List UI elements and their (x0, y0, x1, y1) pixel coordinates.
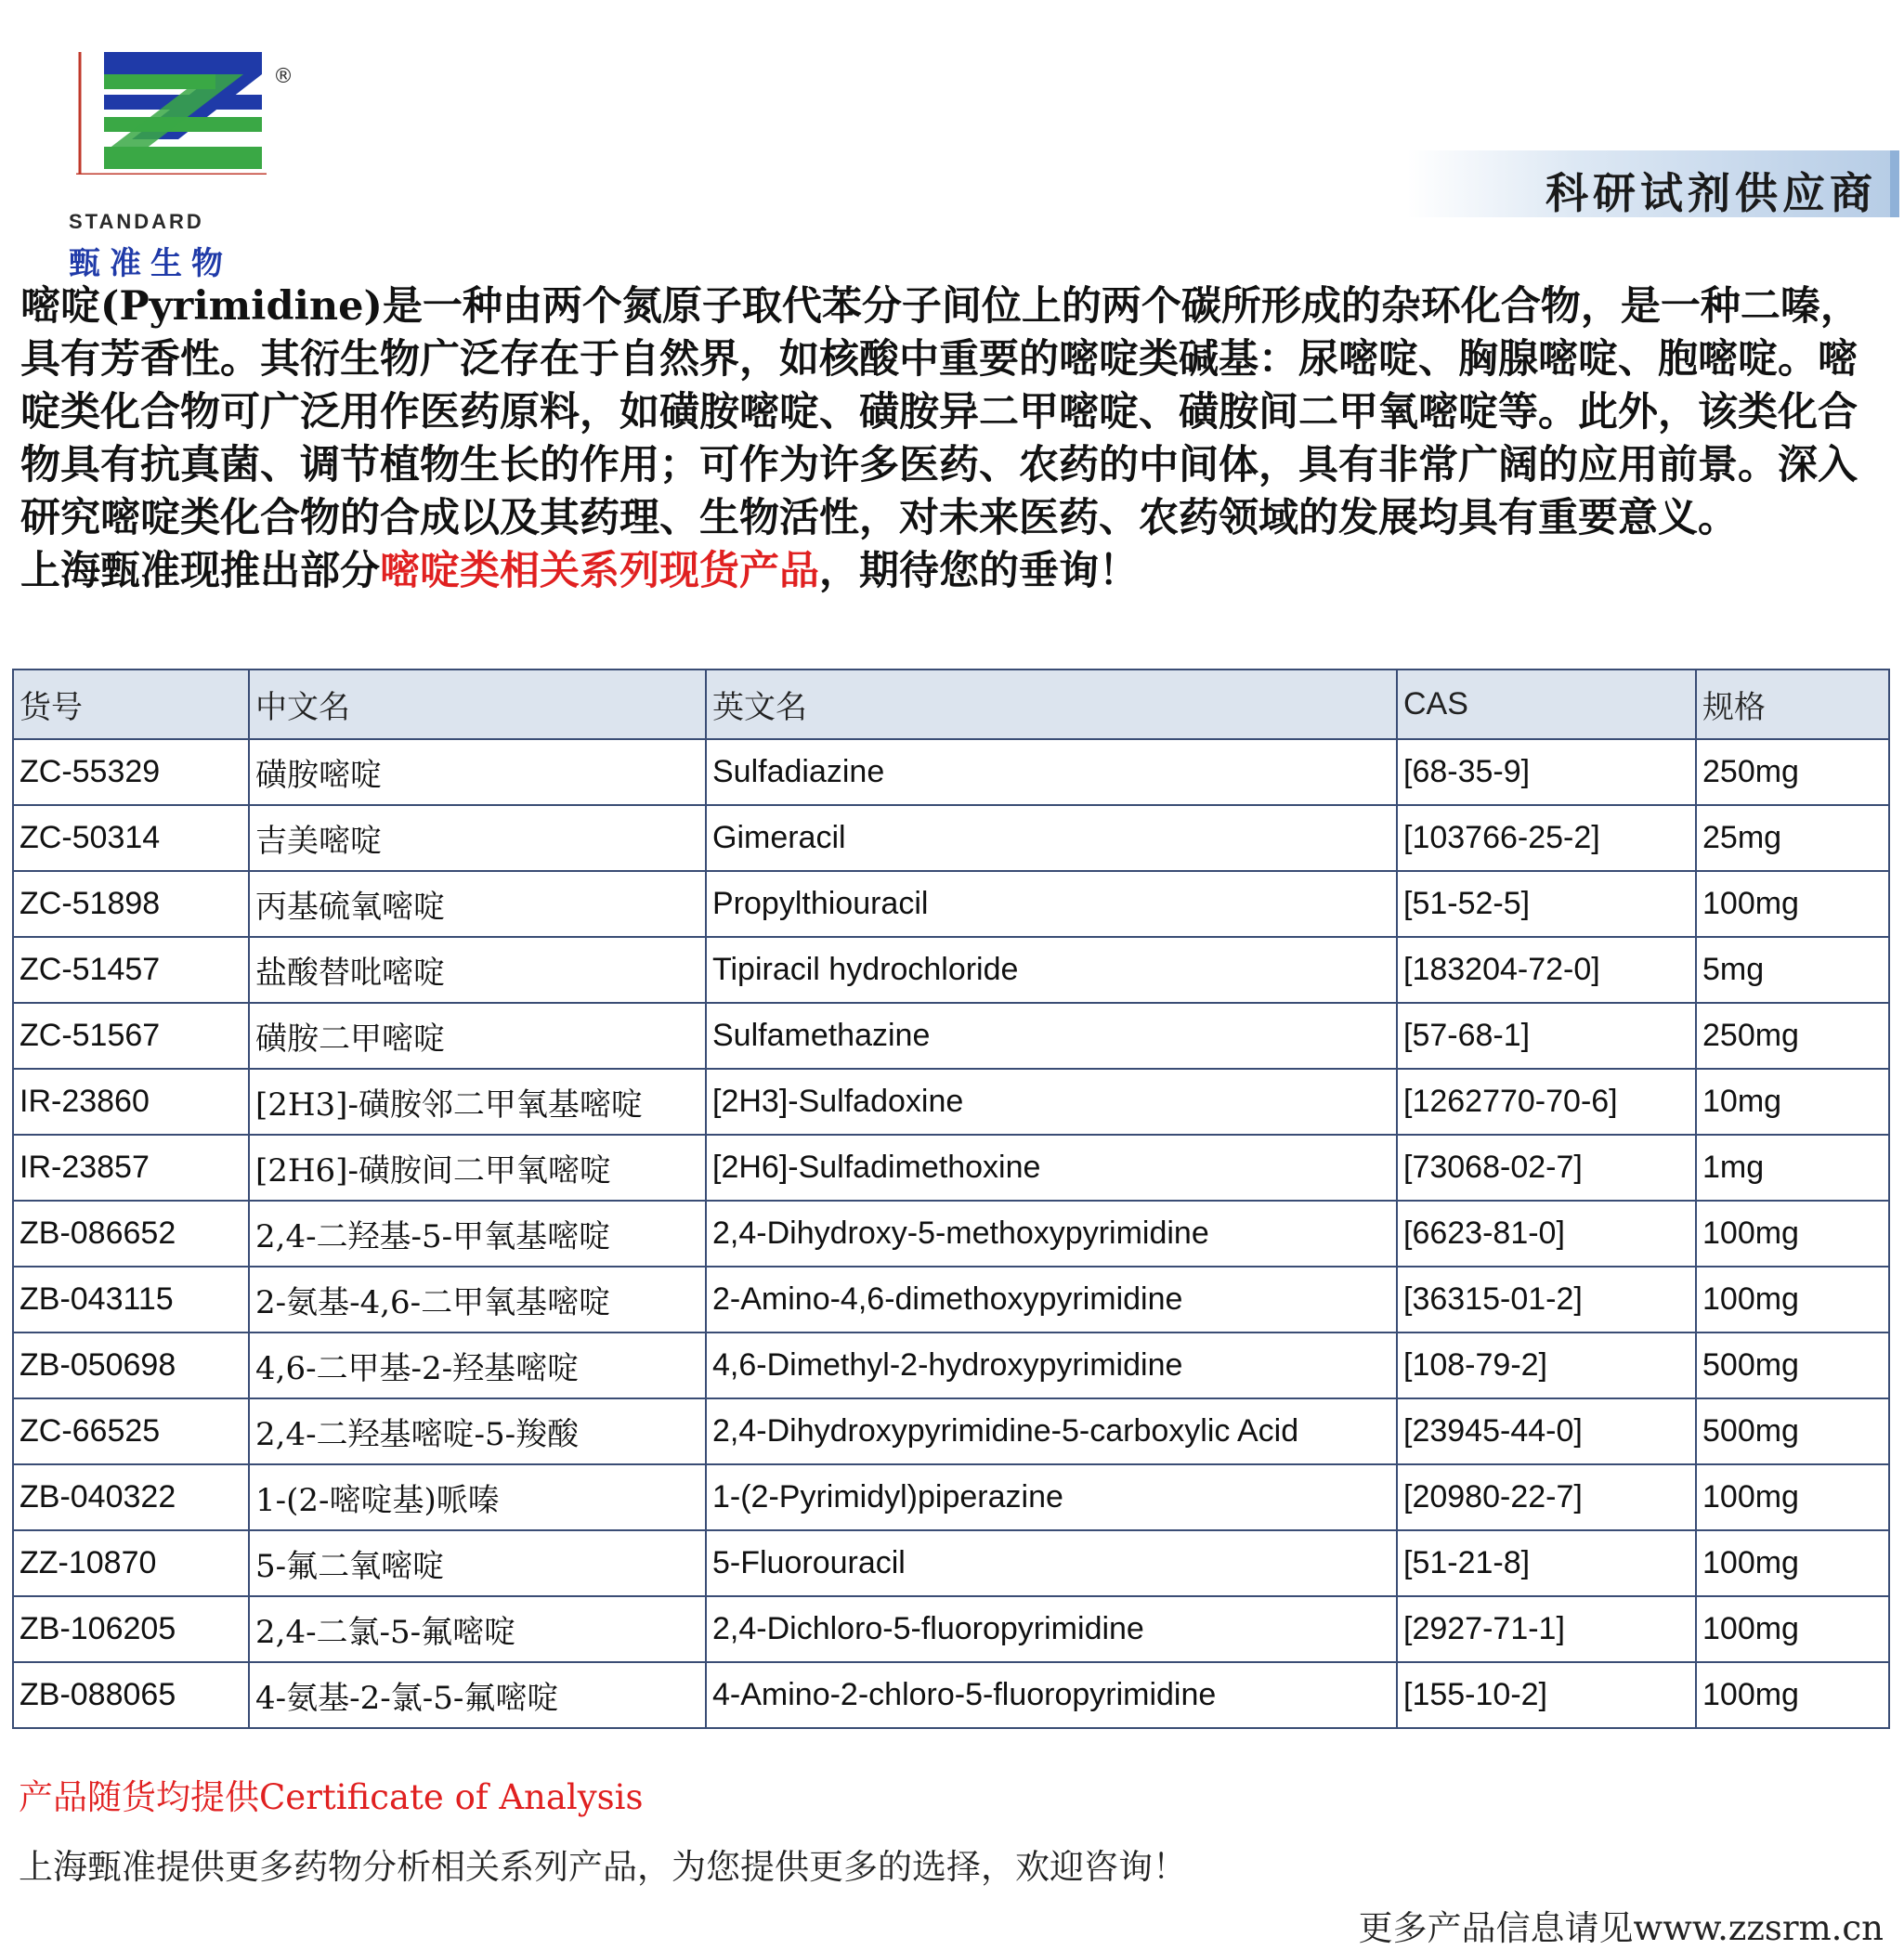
cell-spec: 100mg (1696, 1267, 1889, 1332)
cell-spec: 100mg (1696, 1596, 1889, 1662)
cell-chinese-name: 2-氨基-4,6-二甲氧基嘧啶 (249, 1267, 706, 1332)
header-cas: CAS (1397, 670, 1696, 739)
cell-chinese-name: 1-(2-嘧啶基)哌嗪 (249, 1464, 706, 1530)
promo-line (20, 545, 1887, 598)
cell-catalog-no: ZC-50314 (13, 805, 249, 871)
cell-english-name: 2-Amino-4,6-dimethoxypyrimidine (706, 1267, 1397, 1332)
cell-chinese-name: [2H3]-磺胺邻二甲氧基嘧啶 (249, 1069, 706, 1135)
company-logo (30, 35, 293, 282)
cell-catalog-no: ZB-043115 (13, 1267, 249, 1332)
cell-spec: 100mg (1696, 1201, 1889, 1267)
intro-paragraph: 嘧啶(Pyrimidine)是一种由两个氮原子取代苯分子间位上的两个碳所形成的杂环化合物，是一种二嗪，具有芳香性。其衍生物广泛存在于自然界，如核酸中重要的嘧啶类碱基：尿嘧啶、胸腺嘧啶、胞嘧啶。嘧啶类化合物可广泛用作医药原料，如磺胺嘧啶、磺胺异二甲嘧啶、磺胺间二甲氧嘧啶等。此外，该类化合物具有抗真菌、调节植物生长的作用；可作为许多医药、农药的中间体，具有非常广阔的应用前景。深入研究嘧啶类化合物的合成以及其药理、生物活性，对未来医药、农药领域的发展均具有重要意义。 (20, 283, 1860, 541)
cell-chinese-name: 4-氨基-2-氯-5-氟嘧啶 (249, 1662, 706, 1728)
product-table (12, 669, 1890, 1729)
cell-spec: 100mg (1696, 1464, 1889, 1530)
table-row (13, 1530, 1889, 1596)
logo-text-cn: 甄准生物 (69, 245, 232, 282)
cell-cas: [51-52-5] (1397, 871, 1696, 937)
logo-text-en: STANDARD (69, 210, 204, 233)
table-row (13, 1332, 1889, 1398)
promo-suffix: ，期待您的垂询！ (819, 548, 1139, 594)
cell-spec: 1mg (1696, 1135, 1889, 1201)
table-row (13, 1398, 1889, 1464)
cell-english-name: Propylthiouracil (706, 871, 1397, 937)
table-row (13, 1201, 1889, 1267)
cell-cas: [2927-71-1] (1397, 1596, 1696, 1662)
cell-chinese-name: 5-氟二氧嘧啶 (249, 1530, 706, 1596)
cell-chinese-name: 磺胺二甲嘧啶 (249, 1003, 706, 1069)
cell-cas: [57-68-1] (1397, 1003, 1696, 1069)
cell-english-name: Sulfadiazine (706, 739, 1397, 805)
cell-catalog-no: ZC-51567 (13, 1003, 249, 1069)
table-row (13, 805, 1889, 871)
cell-cas: [73068-02-7] (1397, 1135, 1696, 1201)
header-english-name: 英文名 (706, 670, 1397, 739)
tagline-banner (1407, 150, 1899, 217)
coa-notice: 产品随货均提供Certificate of Analysis (19, 1777, 644, 1817)
table-row (13, 1135, 1889, 1201)
cell-english-name: [2H6]-Sulfadimethoxine (706, 1135, 1397, 1201)
cell-chinese-name: [2H6]-磺胺间二甲氧嘧啶 (249, 1135, 706, 1201)
tagline: 科研试剂供应商 (1545, 168, 1877, 218)
cell-cas: [51-21-8] (1397, 1530, 1696, 1596)
registered-mark: ® (273, 65, 293, 88)
cell-chinese-name: 吉美嘧啶 (249, 805, 706, 871)
cell-chinese-name: 2,4-二羟基-5-甲氧基嘧啶 (249, 1201, 706, 1267)
cell-cas: [1262770-70-6] (1397, 1069, 1696, 1135)
table-row (13, 1662, 1889, 1728)
table-row (13, 1464, 1889, 1530)
cell-cas: [6623-81-0] (1397, 1201, 1696, 1267)
cell-spec: 25mg (1696, 805, 1889, 871)
cell-catalog-no: ZC-51457 (13, 937, 249, 1003)
cell-chinese-name: 丙基硫氧嘧啶 (249, 871, 706, 937)
table-row (13, 1596, 1889, 1662)
cell-chinese-name: 磺胺嘧啶 (249, 739, 706, 805)
table-row (13, 1003, 1889, 1069)
cell-catalog-no: ZB-040322 (13, 1464, 249, 1530)
table-row (13, 937, 1889, 1003)
cell-cas: [155-10-2] (1397, 1662, 1696, 1728)
cell-spec: 250mg (1696, 1003, 1889, 1069)
cell-cas: [108-79-2] (1397, 1332, 1696, 1398)
header-spec: 规格 (1696, 670, 1889, 739)
cell-catalog-no: ZC-66525 (13, 1398, 249, 1464)
cell-chinese-name: 2,4-二羟基嘧啶-5-羧酸 (249, 1398, 706, 1464)
cell-spec: 100mg (1696, 1662, 1889, 1728)
website-link[interactable]: 更多产品信息请见www.zzsrm.cn (1358, 1908, 1884, 1948)
cell-catalog-no: IR-23860 (13, 1069, 249, 1135)
cell-english-name: 4-Amino-2-chloro-5-fluoropyrimidine (706, 1662, 1397, 1728)
cell-english-name: 2,4-Dichloro-5-fluoropyrimidine (706, 1596, 1397, 1662)
cell-spec: 100mg (1696, 871, 1889, 937)
zz-logo-mark-icon (76, 35, 267, 175)
cell-spec: 250mg (1696, 739, 1889, 805)
cell-english-name: Sulfamethazine (706, 1003, 1397, 1069)
cell-catalog-no: ZB-050698 (13, 1332, 249, 1398)
cell-catalog-no: ZB-088065 (13, 1662, 249, 1728)
cell-english-name: 5-Fluorouracil (706, 1530, 1397, 1596)
table-row (13, 871, 1889, 937)
cell-spec: 500mg (1696, 1398, 1889, 1464)
cell-english-name: 1-(2-Pyrimidyl)piperazine (706, 1464, 1397, 1530)
cell-chinese-name: 2,4-二氯-5-氟嘧啶 (249, 1596, 706, 1662)
header-chinese-name: 中文名 (249, 670, 706, 739)
cell-catalog-no: ZC-55329 (13, 739, 249, 805)
cell-english-name: Tipiracil hydrochloride (706, 937, 1397, 1003)
cell-catalog-no: IR-23857 (13, 1135, 249, 1201)
cell-cas: [20980-22-7] (1397, 1464, 1696, 1530)
cell-english-name: 2,4-Dihydroxypyrimidine-5-carboxylic Acid (706, 1398, 1397, 1464)
cell-catalog-no: ZB-106205 (13, 1596, 249, 1662)
more-products-note: 上海甄准提供更多药物分析相关系列产品，为您提供更多的选择，欢迎咨询！ (19, 1847, 1187, 1887)
cell-spec: 500mg (1696, 1332, 1889, 1398)
cell-chinese-name: 4,6-二甲基-2-羟基嘧啶 (249, 1332, 706, 1398)
promo-prefix: 上海甄准现推出部分 (20, 548, 380, 594)
header-catalog-no: 货号 (13, 670, 249, 739)
cell-cas: [183204-72-0] (1397, 937, 1696, 1003)
cell-catalog-no: ZB-086652 (13, 1201, 249, 1267)
cell-chinese-name: 盐酸替吡嘧啶 (249, 937, 706, 1003)
table-row (13, 739, 1889, 805)
intro-section (20, 280, 1887, 598)
cell-spec: 5mg (1696, 937, 1889, 1003)
table-row (13, 1069, 1889, 1135)
cell-catalog-no: ZZ-10870 (13, 1530, 249, 1596)
cell-cas: [23945-44-0] (1397, 1398, 1696, 1464)
cell-catalog-no: ZC-51898 (13, 871, 249, 937)
cell-spec: 10mg (1696, 1069, 1889, 1135)
cell-cas: [68-35-9] (1397, 739, 1696, 805)
cell-english-name: [2H3]-Sulfadoxine (706, 1069, 1397, 1135)
table-header-row (13, 670, 1889, 739)
promo-highlight: 嘧啶类相关系列现货产品 (380, 548, 819, 594)
cell-spec: 100mg (1696, 1530, 1889, 1596)
cell-english-name: 2,4-Dihydroxy-5-methoxypyrimidine (706, 1201, 1397, 1267)
cell-cas: [103766-25-2] (1397, 805, 1696, 871)
cell-cas: [36315-01-2] (1397, 1267, 1696, 1332)
cell-english-name: 4,6-Dimethyl-2-hydroxypyrimidine (706, 1332, 1397, 1398)
table-row (13, 1267, 1889, 1332)
cell-english-name: Gimeracil (706, 805, 1397, 871)
